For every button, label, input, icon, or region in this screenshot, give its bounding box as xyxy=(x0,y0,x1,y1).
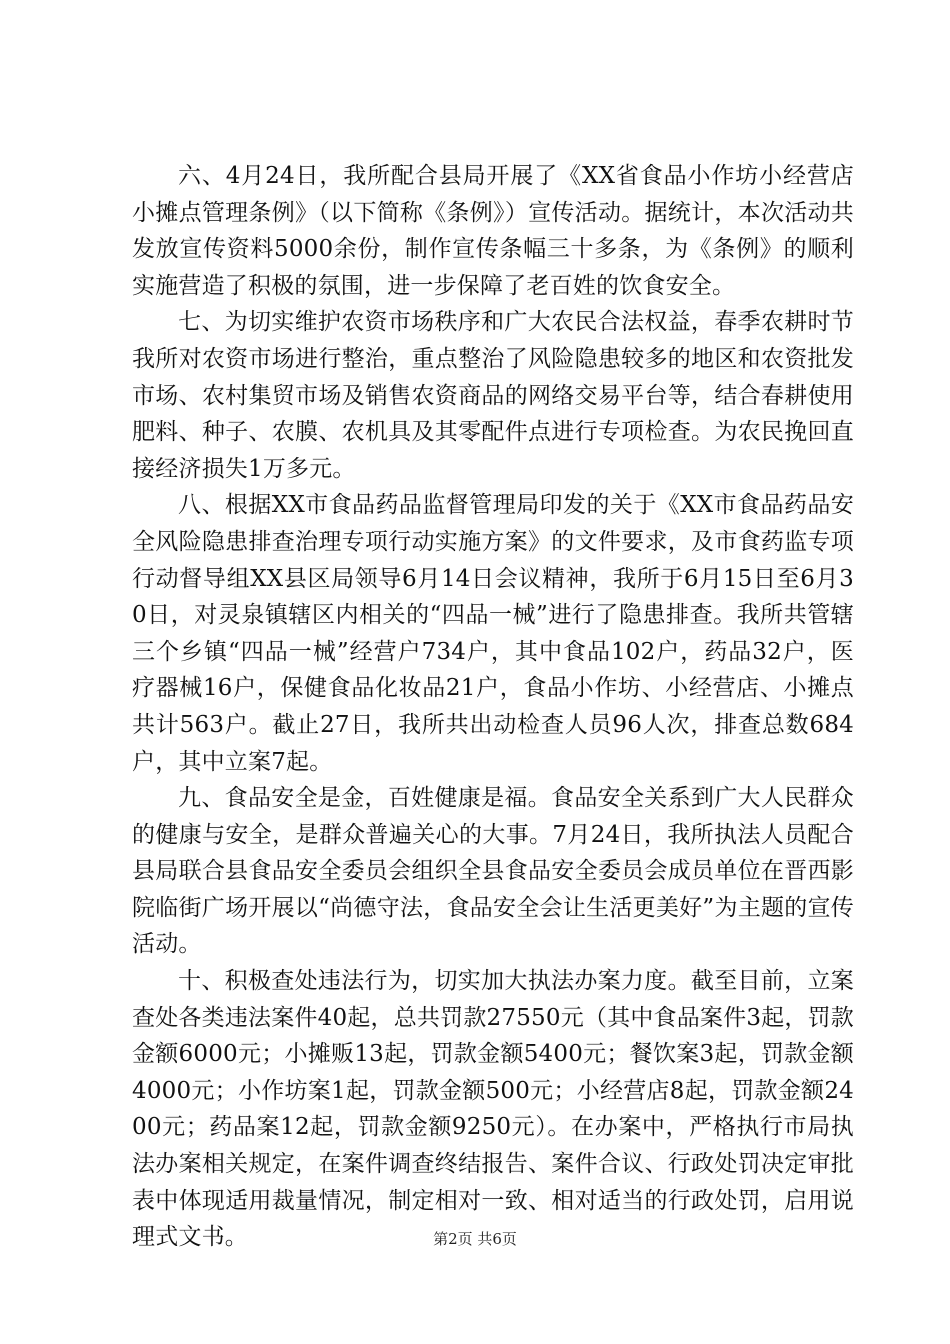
paragraph-7: 七、为切实维护农资市场秩序和广大农民合法权益，春季农耕时节我所对农资市场进行整治，重点整治了风险隐患较多的地区和农资批发市场、农村集贸市场及销售农资商品的网络交易平台等，结合春耕使用肥料、种子、农膜、农机具及其零配件点进行专项检查。为农民挽回直接经济损失1万多元。 xyxy=(132,309,854,482)
document-body xyxy=(132,158,854,1256)
paragraph-6: 六、4月24日，我所配合县局开展了《XX省食品小作坊小经营店小摊点管理条例》（以下简称《条例》）宣传活动。据统计，本次活动共发放宣传资料5000余份，制作宣传条幅三十多条，为《条例》的顺利实施营造了积极的氛围，进一步保障了老百姓的饮食安全。 xyxy=(132,163,854,299)
paragraph-9: 九、食品安全是金，百姓健康是福。食品安全关系到广大人民群众的健康与安全，是群众普遍关心的大事。7月24日，我所执法人员配合县局联合县食品安全委员会组织全县食品安全委员会成员单位在晋西影院临街广场开展以“尚德守法，食品安全会让生活更美好”为主题的宣传活动。 xyxy=(132,785,854,958)
paragraph-8: 八、根据XX市食品药品监督管理局印发的关于《XX市食品药品安全风险隐患排查治理专项行动实施方案》的文件要求，及市食药监专项行动督导组XX县区局领导6月14日会议精神，我所于6月15日至6月30日，对灵泉镇辖区内相关的“四品一械”进行了隐患排查。我所共管辖三个乡镇“四品一械”经营户734户，其中食品102户，药品32户，医疗器械16户，保健食品化妆品21户，食品小作坊、小经营店、小摊点共计563户。截止27日，我所共出动检查人员96人次，排查总数684户，其中立案7起。 xyxy=(132,492,854,775)
paragraph-10: 十、积极查处违法行为，切实加大执法办案力度。截至目前，立案查处各类违法案件40起，总共罚款27550元（其中食品案件3起，罚款金额6000元；小摊贩13起，罚款金额5400元；餐饮案3起，罚款金额4000元；小作坊案1起，罚款金额500元；小经营店8起，罚款金额2400元；药品案12起，罚款金额9250元）。在办案中，严格执行市局执法办案相关规定，在案件调查终结报告、案件合议、行政处罚决定审批表中体现适用裁量情况，制定相对一致、相对适当的行政处罚，启用说理式文书。 xyxy=(132,968,854,1251)
page-footer: 第2页 共6页 xyxy=(433,1230,517,1248)
